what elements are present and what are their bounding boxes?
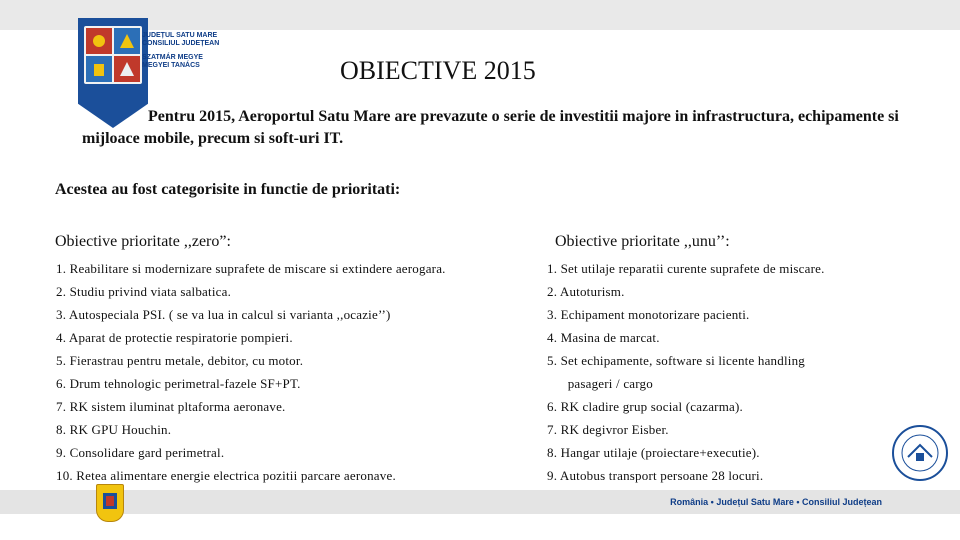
left-column-heading: Obiective prioritate ,,zero”: [55, 233, 231, 250]
list-item: 10. Retea alimentare energie electrica pozitii parcare aeronave. [56, 468, 396, 483]
right-column-heading: Obiective prioritate ,,unu’’: [555, 233, 730, 250]
intro-paragraph: Pentru 2015, Aeroportul Satu Mare are prevazute o serie de investitii majore in infrastructura, echipamente si mijloace mobile, precum si soft-uri IT. [82, 108, 899, 147]
list-item: pasageri / cargo [547, 376, 653, 391]
list-item: 2. Autoturism. [547, 284, 625, 299]
logo-line-1: JUDEȚUL SATU MARE [142, 32, 218, 39]
list-item: 5. Fierastrau pentru metale, debitor, cu motor. [56, 353, 304, 368]
list-item: 4. Masina de marcat. [547, 330, 660, 345]
right-objectives-list [547, 257, 825, 487]
list-item: 7. RK sistem iluminat pltaforma aeronave. [56, 399, 286, 414]
list-item: 8. Hangar utilaje (proiectare+executie). [547, 445, 760, 460]
list-item: 4. Aparat de protectie respiratorie pompieri. [56, 330, 293, 345]
list-item: 6. Drum tehnologic perimetral-fazele SF+PT. [56, 376, 301, 391]
list-item: 1. Reabilitare si modernizare suprafete de miscare si extindere aerogara. [56, 261, 446, 276]
list-item: 6. RK cladire grup social (cazarma). [547, 399, 743, 414]
airport-seal-icon [892, 425, 948, 481]
footer-text: România • Județul Satu Mare • Consiliul Județean [670, 497, 882, 507]
list-item: 9. Consolidare gard perimetral. [56, 445, 225, 460]
list-item: 9. Autobus transport persoane 28 locuri. [547, 468, 764, 483]
left-objectives-list [56, 257, 446, 487]
list-item: 5. Set echipamente, software si licente handling [547, 353, 805, 368]
logo-line-2: CONSILIUL JUDEȚEAN [142, 40, 220, 47]
list-item: 8. RK GPU Houchin. [56, 422, 172, 437]
section-heading: Acestea au fost categorisite in functie de prioritati: [55, 181, 401, 198]
list-item: 1. Set utilaje reparatii curente suprafete de miscare. [547, 261, 825, 276]
logo-line-4: MEGYEI TANÁCS [142, 62, 200, 69]
list-item: 3. Echipament monotorizare pacienti. [547, 307, 750, 322]
romania-coat-of-arms-icon [96, 484, 124, 522]
list-item: 2. Studiu privind viata salbatica. [56, 284, 232, 299]
logo-line-3: SZATMÁR MEGYE [142, 54, 203, 61]
list-item: 7. RK degivror Eisber. [547, 422, 669, 437]
list-item: 3. Autospeciala PSI. ( se va lua in calcul si varianta ,,ocazie’’) [56, 307, 391, 322]
page-title: OBIECTIVE 2015 [340, 56, 536, 85]
county-crest-icon [84, 26, 142, 84]
county-logo-text [142, 32, 219, 70]
